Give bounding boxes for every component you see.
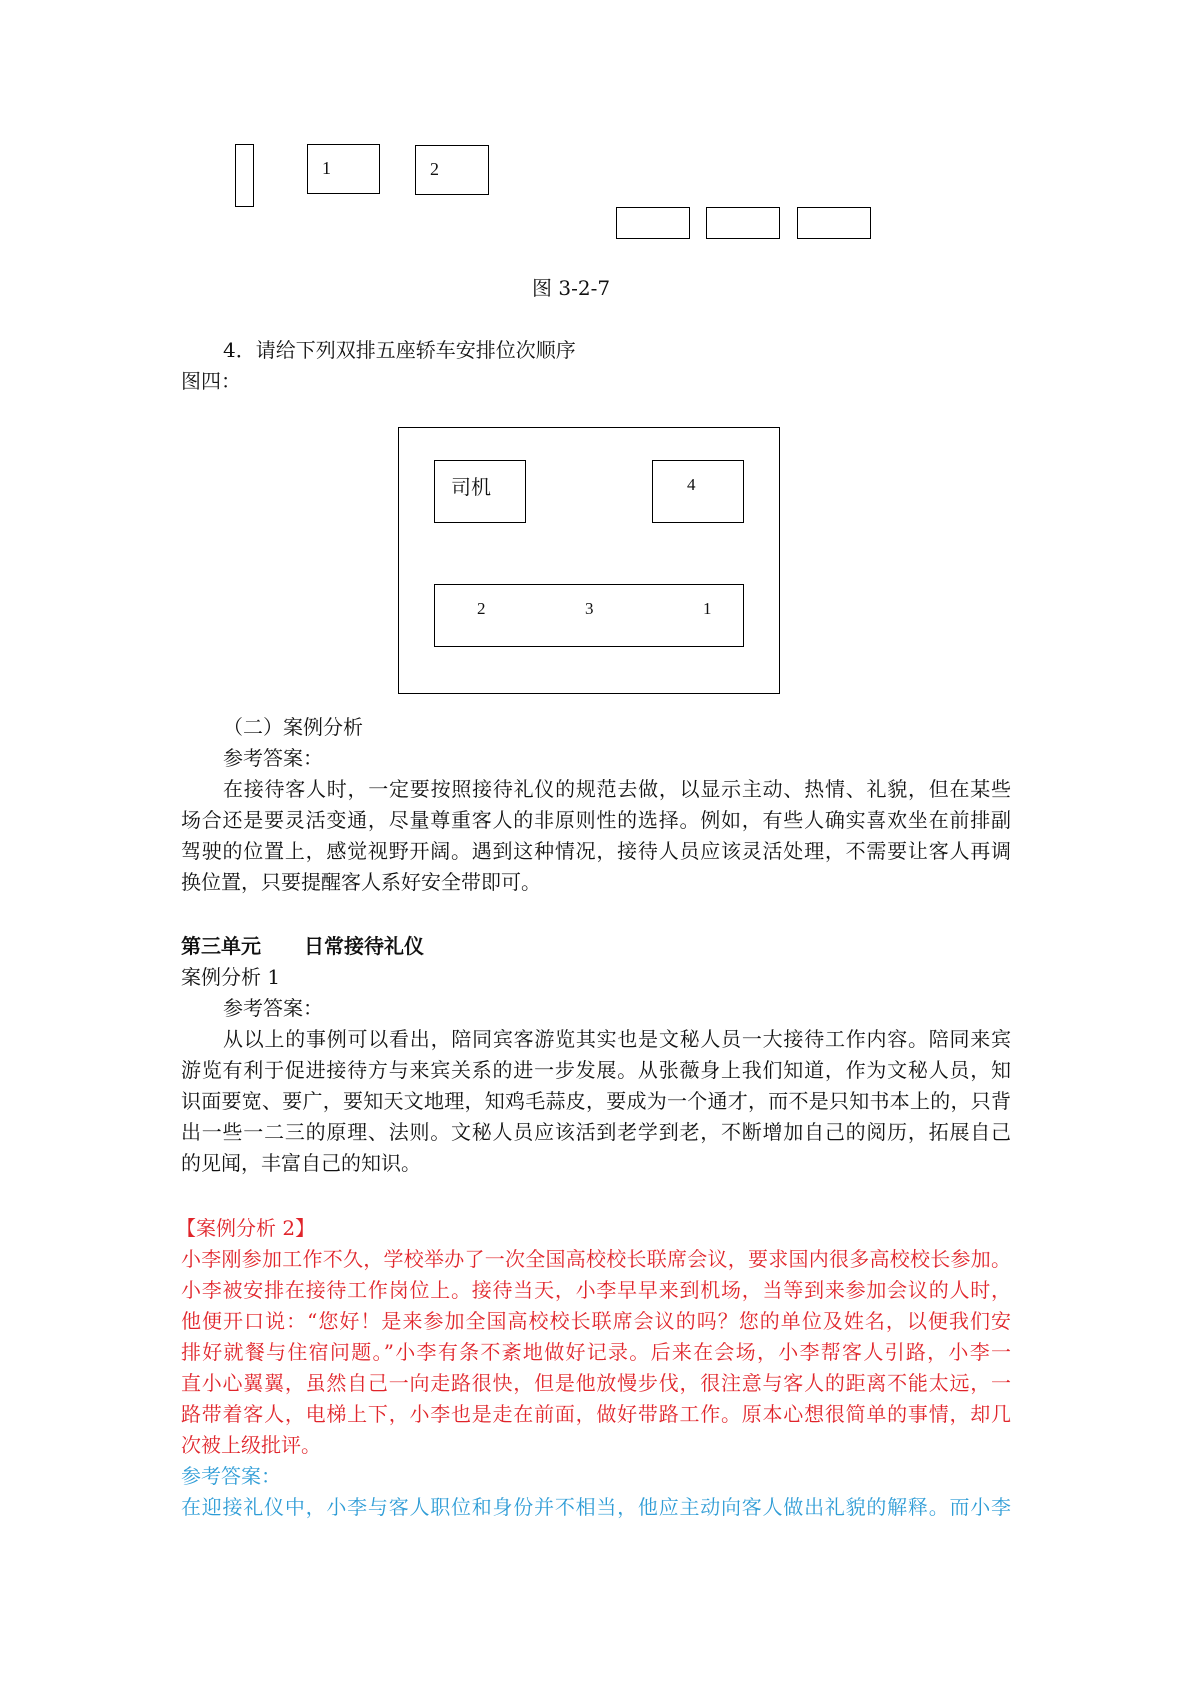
paragraph-line: 在接待客人时，一定要按照接待礼仪的规范去做，以显示主动、热情、礼貌，但在某些 [223, 777, 1011, 801]
car-diagram [398, 427, 780, 694]
seat-box-2 [415, 145, 489, 195]
case2-line: 排好就餐与住宿问题。”小李有条不紊地做好记录。后来在会场，小李帮客人引路，小李一 [181, 1340, 1011, 1364]
paragraph-line: 出一些一二三的原理、法则。文秘人员应该活到老学到老，不断增加自己的阅历，拓展自己 [181, 1120, 1011, 1144]
case2-line: 路带着客人，电梯上下，小李也是走在前面，做好带路工作。原本心想很简单的事情，却几 [181, 1402, 1011, 1426]
case2-answer-label: 参考答案： [181, 1464, 281, 1488]
rear-bench-seat [434, 584, 744, 647]
unit-title [181, 931, 1011, 962]
paragraph-line: 游览有利于促进接待方与来宾关系的进一步发展。从张薇身上我们知道，作为文秘人员，知 [181, 1058, 1011, 1082]
seat-box-empty [616, 207, 690, 239]
seat-number: 4 [687, 475, 696, 494]
figure-caption: 图 3-2-7 [532, 276, 611, 300]
case2-line: 小李被安排在接待工作岗位上。接待当天，小李早早来到机场，当等到来参加会议的人时， [181, 1278, 1011, 1302]
paragraph-line: 识面要宽、要广，要知天文地理，知鸡毛蒜皮，要成为一个通才，而不是只知书本上的，只背 [181, 1089, 1011, 1113]
seat-box-1 [307, 144, 380, 194]
paragraph-line: 驾驶的位置上，感觉视野开阔。遇到这种情况，接待人员应该灵活处理，不需要让客人再调 [181, 839, 1011, 863]
seat-number: 1 [703, 599, 712, 618]
figure-label: 图四： [181, 369, 241, 393]
case2-line: 直小心翼翼，虽然自己一向走路很快，但是他放慢步伐，很注意与客人的距离不能太远，一 [181, 1371, 1011, 1395]
answer-label: 参考答案： [223, 746, 323, 770]
seat-number: 1 [322, 158, 331, 178]
seat-number: 3 [585, 599, 594, 618]
case2-heading: 【案例分析 2】 [176, 1216, 316, 1240]
paragraph-line: 场合还是要灵活变通，尽量尊重客人的非原则性的选择。例如，有些人确实喜欢坐在前排副 [181, 808, 1011, 832]
paragraph-line: 从以上的事例可以看出，陪同宾客游览其实也是文秘人员一大接待工作内容。陪同来宾 [223, 1027, 1011, 1051]
question-prompt: 4．请给下列双排五座轿车安排位次顺序 [223, 338, 576, 362]
answer-label: 参考答案： [223, 996, 323, 1020]
paragraph-line: 换位置，只要提醒客人系好安全带即可。 [181, 870, 541, 894]
driver-label: 司机 [451, 475, 491, 499]
front-passenger-seat [652, 460, 744, 523]
seat-box-empty [797, 207, 871, 239]
unit-number: 第三单元 [181, 934, 261, 958]
case-label: 案例分析 1 [181, 965, 281, 989]
seat-number: 2 [430, 159, 439, 179]
driver-seat [434, 460, 526, 523]
paragraph-line: 的见闻，丰富自己的知识。 [181, 1151, 421, 1175]
section-heading: （二）案例分析 [223, 715, 363, 739]
case2-line: 小李刚参加工作不久，学校举办了一次全国高校校长联席会议，要求国内很多高校校长参加。 [181, 1247, 1011, 1271]
case2-answer-line: 在迎接礼仪中，小李与客人职位和身份并不相当，他应主动向客人做出礼貌的解释。而小李 [181, 1495, 1011, 1519]
case2-line: 次被上级批评。 [181, 1433, 321, 1457]
vertical-seat-box [235, 144, 254, 207]
seat-number: 2 [477, 599, 486, 618]
seat-box-empty [706, 207, 780, 239]
unit-name: 日常接待礼仪 [303, 934, 424, 958]
case2-line: 他便开口说：“您好！是来参加全国高校校长联席会议的吗？您的单位及姓名，以便我们安 [181, 1309, 1011, 1333]
